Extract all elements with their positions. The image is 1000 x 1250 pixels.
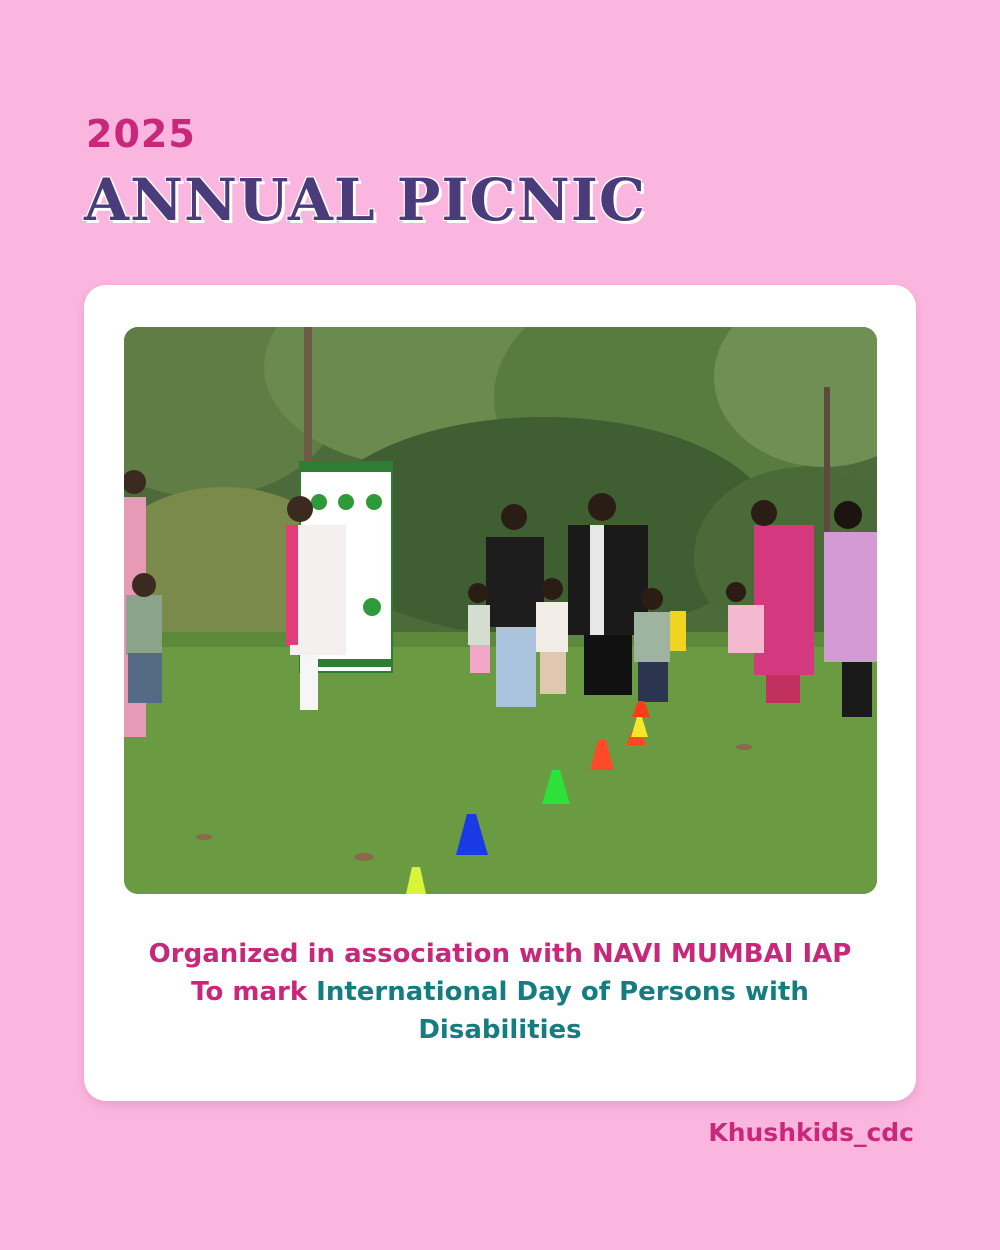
- caption: [84, 935, 916, 1049]
- social-handle: Khushkids_cdc: [708, 1118, 914, 1147]
- picnic-photo: [124, 327, 877, 894]
- photo-card: [84, 285, 916, 1101]
- page-title: ANNUAL PICNIC: [84, 166, 647, 234]
- caption-line-3: Disabilities: [418, 1015, 582, 1045]
- caption-line-2-prefix: To mark: [191, 977, 317, 1007]
- caption-line-2: [84, 973, 916, 1011]
- caption-line-1: Organized in association with NAVI MUMBAI IAP: [148, 939, 852, 969]
- caption-line-2-highlight: International Day of Persons with: [316, 977, 809, 1007]
- year-label: 2025: [86, 112, 196, 156]
